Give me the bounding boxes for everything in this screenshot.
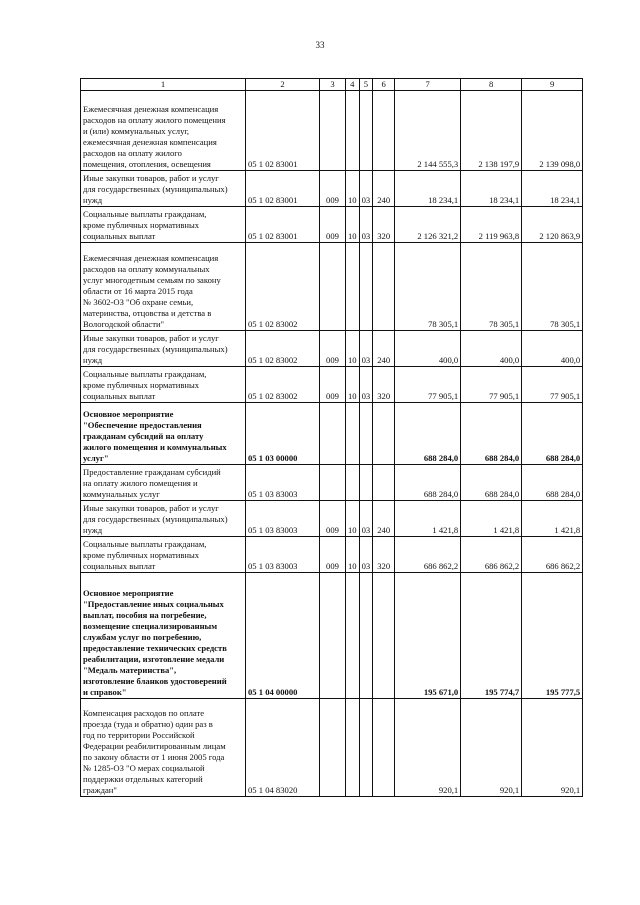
row-amount-col-9: 1 421,8 [522, 501, 583, 537]
row-amount-col-7: 686 862,2 [395, 537, 461, 573]
row-amount-col-9: 686 862,2 [522, 537, 583, 573]
row-col-6 [373, 403, 395, 465]
table-row [81, 171, 583, 207]
row-col-4 [346, 91, 360, 171]
row-col-6: 240 [373, 501, 395, 537]
row-description [81, 331, 246, 367]
table-row [81, 91, 583, 171]
row-col-5 [359, 243, 373, 331]
row-col-3: 009 [320, 171, 346, 207]
row-amount-col-7: 688 284,0 [395, 465, 461, 501]
row-col-5: 03 [359, 367, 373, 403]
page-number: 33 [315, 40, 325, 50]
header-col-7: 7 [395, 79, 461, 91]
row-col-4: 10 [346, 537, 360, 573]
table-row [81, 501, 583, 537]
row-target-code: 05 1 03 00000 [246, 403, 320, 465]
row-target-code: 05 1 02 83002 [246, 367, 320, 403]
row-col-4 [346, 403, 360, 465]
row-col-3 [320, 243, 346, 331]
row-amount-col-9: 77 905,1 [522, 367, 583, 403]
table-row [81, 465, 583, 501]
row-description-text: Иные закупки товаров, работ и услуг для государственных (муниципальных) нужд [83, 503, 228, 535]
row-description-text: Иные закупки товаров, работ и услуг для государственных (муниципальных) нужд [83, 333, 228, 365]
row-col-6: 320 [373, 207, 395, 243]
row-col-3: 009 [320, 537, 346, 573]
row-amount-col-9: 688 284,0 [522, 465, 583, 501]
row-col-4: 10 [346, 331, 360, 367]
row-col-3: 009 [320, 207, 346, 243]
row-amount-col-7: 2 126 321,2 [395, 207, 461, 243]
row-col-4: 10 [346, 501, 360, 537]
row-col-3 [320, 699, 346, 797]
row-amount-col-9: 2 120 863,9 [522, 207, 583, 243]
row-description-text: Ежемесячная денежная компенсация расходов на оплату коммунальных услуг многодетным семьям по закону области от 16 марта 2015 года № 3602-ОЗ "Об охране семьи, материнства, отцовства и детства в Вологодской области" [83, 253, 221, 329]
row-col-5: 03 [359, 207, 373, 243]
row-description [81, 573, 246, 699]
row-col-5: 03 [359, 501, 373, 537]
row-col-5: 03 [359, 331, 373, 367]
row-col-6: 320 [373, 537, 395, 573]
row-col-3: 009 [320, 501, 346, 537]
row-col-5 [359, 403, 373, 465]
row-description [81, 465, 246, 501]
row-col-3 [320, 403, 346, 465]
header-col-9: 9 [522, 79, 583, 91]
row-description-text: Социальные выплаты гражданам, кроме публичных нормативных социальных выплат [83, 209, 207, 241]
row-target-code: 05 1 02 83002 [246, 331, 320, 367]
row-col-3 [320, 573, 346, 699]
row-amount-col-8: 688 284,0 [461, 465, 522, 501]
table-row [81, 207, 583, 243]
row-target-code: 05 1 03 83003 [246, 537, 320, 573]
row-amount-col-8: 78 305,1 [461, 243, 522, 331]
row-col-5 [359, 91, 373, 171]
row-col-6: 240 [373, 171, 395, 207]
row-description [81, 243, 246, 331]
row-col-4 [346, 573, 360, 699]
row-target-code: 05 1 03 83003 [246, 465, 320, 501]
row-description [81, 501, 246, 537]
table-row [81, 403, 583, 465]
header-col-3: 3 [320, 79, 346, 91]
header-col-5: 5 [359, 79, 373, 91]
row-col-3 [320, 465, 346, 501]
row-col-4: 10 [346, 171, 360, 207]
row-amount-col-9: 2 139 098,0 [522, 91, 583, 171]
row-col-3: 009 [320, 367, 346, 403]
row-description-text: Ежемесячная денежная компенсация расходов на оплату жилого помещения и (или) коммунальных услуг, ежемесячная денежная компенсация расходов на оплату жилого помещения, отопления, освещения [83, 104, 226, 169]
table-row [81, 367, 583, 403]
row-amount-col-8: 686 862,2 [461, 537, 522, 573]
row-description [81, 91, 246, 171]
header-row [81, 79, 583, 91]
row-amount-col-9: 920,1 [522, 699, 583, 797]
row-description-text: Основное мероприятие "Обеспечение предоставления гражданам субсидий на оплату жилого помещения и коммунальных услуг" [83, 409, 227, 463]
row-amount-col-7: 688 284,0 [395, 403, 461, 465]
row-target-code: 05 1 02 83002 [246, 243, 320, 331]
row-amount-col-8: 688 284,0 [461, 403, 522, 465]
row-description [81, 367, 246, 403]
row-col-5 [359, 699, 373, 797]
row-description-text: Социальные выплаты гражданам, кроме публичных нормативных социальных выплат [83, 539, 207, 571]
row-amount-col-8: 920,1 [461, 699, 522, 797]
table-row [81, 573, 583, 699]
row-amount-col-9: 18 234,1 [522, 171, 583, 207]
row-description-text: Компенсация расходов по оплате проезда (туда и обратно) один раз в год по территории Российской Федерации реабилитированным лицам по закону области от 1 июня 2005 года № 1285-ОЗ "О мерах социальной поддержки отдельных категорий граждан" [83, 708, 226, 795]
row-target-code: 05 1 02 83001 [246, 171, 320, 207]
header-col-8: 8 [461, 79, 522, 91]
row-amount-col-8: 2 119 963,8 [461, 207, 522, 243]
row-description-text: Иные закупки товаров, работ и услуг для государственных (муниципальных) нужд [83, 173, 228, 205]
row-target-code: 05 1 03 83003 [246, 501, 320, 537]
row-col-6: 320 [373, 367, 395, 403]
row-description [81, 403, 246, 465]
row-col-6 [373, 465, 395, 501]
row-description-text: Основное мероприятие "Предоставление иных социальных выплат, пособия на погребение, возмещение специализированным службам услуг по погребению, предоставление технических средств реабилитации, изготовление медали "Медаль материнства", изготовление бланков удостоверений и справок" [83, 588, 227, 697]
row-col-4: 10 [346, 367, 360, 403]
row-description [81, 171, 246, 207]
row-target-code: 05 1 02 83001 [246, 91, 320, 171]
row-description-text: Предоставление гражданам субсидий на оплату жилого помещения и коммунальных услуг [83, 467, 221, 499]
row-col-4: 10 [346, 207, 360, 243]
row-col-3: 009 [320, 331, 346, 367]
row-col-6: 240 [373, 331, 395, 367]
table-row [81, 699, 583, 797]
row-amount-col-9: 78 305,1 [522, 243, 583, 331]
row-amount-col-9: 688 284,0 [522, 403, 583, 465]
row-amount-col-7: 78 305,1 [395, 243, 461, 331]
row-amount-col-8: 195 774,7 [461, 573, 522, 699]
row-amount-col-8: 18 234,1 [461, 171, 522, 207]
row-col-5 [359, 465, 373, 501]
row-amount-col-7: 18 234,1 [395, 171, 461, 207]
table-row [81, 331, 583, 367]
row-amount-col-8: 2 138 197,9 [461, 91, 522, 171]
row-col-4 [346, 699, 360, 797]
row-description [81, 207, 246, 243]
row-amount-col-7: 2 144 555,3 [395, 91, 461, 171]
row-description [81, 537, 246, 573]
row-amount-col-8: 77 905,1 [461, 367, 522, 403]
row-description [81, 699, 246, 797]
row-amount-col-8: 1 421,8 [461, 501, 522, 537]
header-col-2: 2 [246, 79, 320, 91]
row-amount-col-7: 920,1 [395, 699, 461, 797]
row-col-6 [373, 91, 395, 171]
row-amount-col-9: 400,0 [522, 331, 583, 367]
row-target-code: 05 1 02 83001 [246, 207, 320, 243]
header-col-4: 4 [346, 79, 360, 91]
row-amount-col-9: 195 777,5 [522, 573, 583, 699]
row-col-6 [373, 243, 395, 331]
row-amount-col-7: 195 671,0 [395, 573, 461, 699]
row-amount-col-8: 400,0 [461, 331, 522, 367]
row-description-text: Социальные выплаты гражданам, кроме публичных нормативных социальных выплат [83, 369, 207, 401]
row-col-5: 03 [359, 537, 373, 573]
table-row [81, 243, 583, 331]
table-body [81, 91, 583, 797]
row-col-5 [359, 573, 373, 699]
row-col-5: 03 [359, 171, 373, 207]
row-col-3 [320, 91, 346, 171]
row-amount-col-7: 400,0 [395, 331, 461, 367]
row-amount-col-7: 1 421,8 [395, 501, 461, 537]
table-row [81, 537, 583, 573]
header-col-1: 1 [81, 79, 246, 91]
budget-table [80, 78, 583, 797]
row-target-code: 05 1 04 00000 [246, 573, 320, 699]
row-col-6 [373, 573, 395, 699]
row-amount-col-7: 77 905,1 [395, 367, 461, 403]
row-col-4 [346, 465, 360, 501]
row-target-code: 05 1 04 83020 [246, 699, 320, 797]
header-col-6: 6 [373, 79, 395, 91]
row-col-4 [346, 243, 360, 331]
row-col-6 [373, 699, 395, 797]
